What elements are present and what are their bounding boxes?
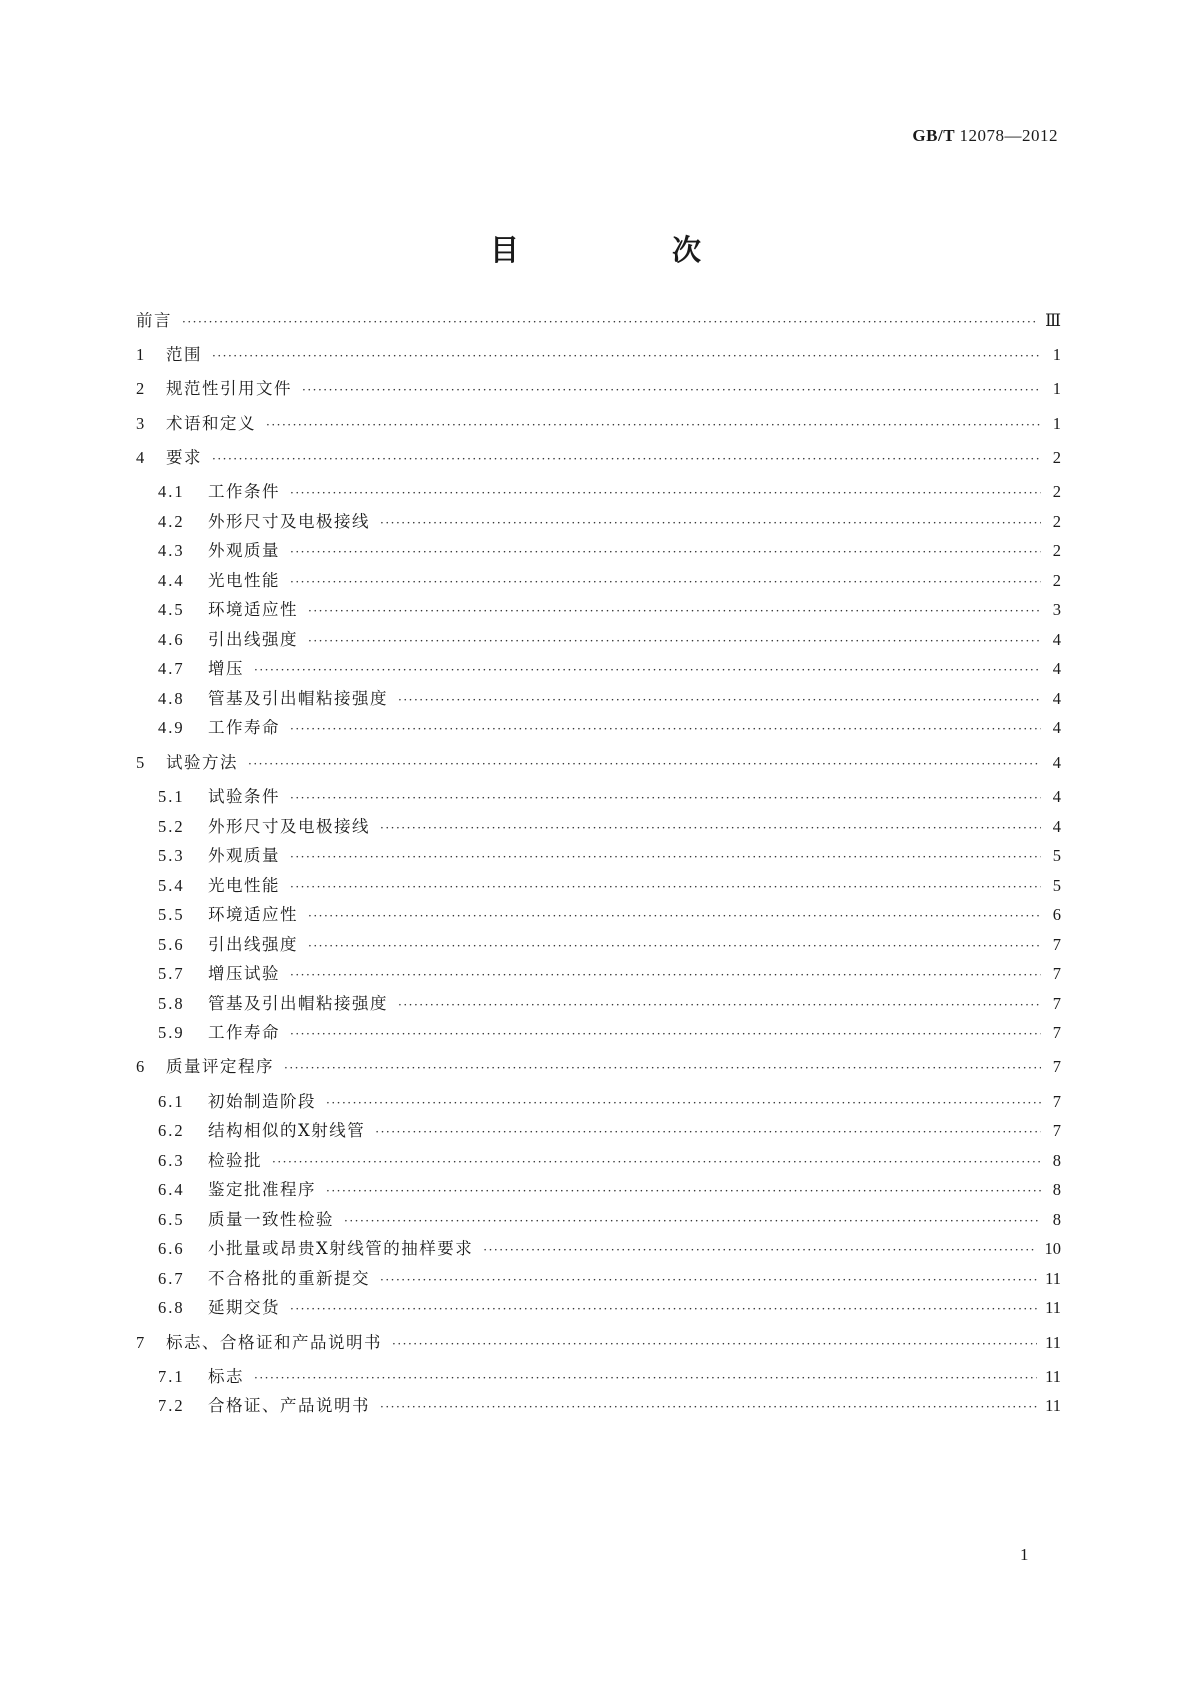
toc-entry-title: 规范性引用文件 <box>166 379 292 398</box>
toc-entry[interactable] <box>158 716 1061 740</box>
toc-entry[interactable] <box>158 903 1061 927</box>
toc-leader-dots <box>290 875 1041 899</box>
toc-leader-dots <box>483 1238 1036 1262</box>
toc-entry-page: 4 <box>1052 689 1061 708</box>
toc-entry-page: 2 <box>1052 448 1061 467</box>
toc-entry[interactable] <box>158 1237 1061 1261</box>
toc-entry-title: 工作条件 <box>208 482 280 501</box>
toc-entry[interactable] <box>136 412 1061 436</box>
toc-entry-title: 外形尺寸及电极接线 <box>208 512 370 531</box>
toc-entry-number: 4.5 <box>158 600 185 619</box>
toc-entry-number: 2 <box>136 379 147 398</box>
toc-leader-dots <box>392 1332 1037 1356</box>
toc-entry-number: 5.6 <box>158 935 185 954</box>
toc-entry-page: 4 <box>1052 787 1061 806</box>
toc-leader-dots <box>284 1056 1041 1080</box>
toc-entry-title: 外观质量 <box>208 541 280 560</box>
standard-prefix: GB/T <box>912 126 955 145</box>
toc-leader-dots <box>398 993 1041 1017</box>
toc-leader-dots <box>380 1268 1037 1292</box>
toc-leader-dots <box>326 1091 1041 1115</box>
toc-leader-dots <box>380 816 1041 840</box>
toc-entry[interactable] <box>158 1178 1061 1202</box>
toc-entry-number: 7.2 <box>158 1396 185 1415</box>
toc-entry-page: 1 <box>1052 379 1061 398</box>
toc-entry-page: Ⅲ <box>1045 311 1061 330</box>
toc-leader-dots <box>272 1150 1041 1174</box>
toc-entry-number: 7 <box>136 1333 147 1352</box>
toc-entry-title: 质量一致性检验 <box>208 1210 334 1229</box>
toc-entry-number: 4.4 <box>158 571 185 590</box>
toc-leader-dots <box>380 1395 1037 1419</box>
page-number: 1 <box>1020 1545 1029 1564</box>
toc-entry-title: 工作寿命 <box>208 1023 280 1042</box>
toc-entry-page: 2 <box>1052 571 1061 590</box>
toc-entry[interactable] <box>158 1394 1061 1418</box>
toc-entry-title: 要求 <box>166 448 202 467</box>
toc-entry-page: 11 <box>1045 1333 1061 1352</box>
toc-entry[interactable] <box>158 1119 1061 1143</box>
toc-leader-dots <box>302 378 1041 402</box>
toc-entry-title: 质量评定程序 <box>166 1057 274 1076</box>
toc-entry[interactable] <box>136 309 1061 333</box>
toc-entry[interactable] <box>158 1267 1061 1291</box>
toc-entry-number: 5.7 <box>158 964 185 983</box>
toc-entry-page: 5 <box>1052 846 1061 865</box>
toc-entry-title: 试验条件 <box>208 787 280 806</box>
toc-entry-title: 合格证、产品说明书 <box>208 1396 370 1415</box>
toc-entry-title: 延期交货 <box>208 1298 280 1317</box>
toc-entry[interactable] <box>158 815 1061 839</box>
toc-entry-number: 4.9 <box>158 718 185 737</box>
toc-entry[interactable] <box>158 874 1061 898</box>
toc-entry-title: 增压试验 <box>208 964 280 983</box>
toc-entry-number: 4 <box>136 448 147 467</box>
toc-leader-dots <box>290 963 1041 987</box>
toc-entry[interactable] <box>136 1331 1061 1355</box>
toc-entry-page: 4 <box>1052 817 1061 836</box>
toc-entry-title: 鉴定批准程序 <box>208 1180 316 1199</box>
toc-leader-dots <box>254 1366 1037 1390</box>
toc-entry-title: 增压 <box>208 659 244 678</box>
toc-entry-page: 6 <box>1052 905 1061 924</box>
toc-entry[interactable] <box>158 962 1061 986</box>
toc-leader-dots <box>290 570 1041 594</box>
toc-entry-title: 光电性能 <box>208 571 280 590</box>
toc-entry-number: 5.1 <box>158 787 185 806</box>
toc-entry-title: 术语和定义 <box>166 414 256 433</box>
toc-entry-number: 5 <box>136 753 147 772</box>
toc-entry-page: 7 <box>1052 935 1061 954</box>
toc-leader-dots <box>308 934 1041 958</box>
toc-leader-dots <box>290 717 1041 741</box>
toc-entry[interactable] <box>158 844 1061 868</box>
standard-number: 12078—2012 <box>959 126 1058 145</box>
toc-entry[interactable] <box>136 1055 1061 1079</box>
toc-leader-dots <box>290 786 1041 810</box>
toc-entry-title: 初始制造阶段 <box>208 1092 316 1111</box>
standard-code <box>912 126 1058 146</box>
toc-entry-number: 4.7 <box>158 659 185 678</box>
toc-entry-title: 不合格批的重新提交 <box>208 1269 370 1288</box>
toc-entry-page: 3 <box>1052 600 1061 619</box>
toc-entry-number: 4.3 <box>158 541 185 560</box>
toc-leader-dots <box>248 752 1041 776</box>
toc-entry-page: 5 <box>1052 876 1061 895</box>
toc-entry-page: 10 <box>1044 1239 1061 1258</box>
toc-entry-title: 试验方法 <box>166 753 238 772</box>
toc-entry[interactable] <box>158 628 1061 652</box>
toc-entry-title: 检验批 <box>208 1151 262 1170</box>
toc-entry-title: 外形尺寸及电极接线 <box>208 817 370 836</box>
toc-entry-title: 结构相似的X射线管 <box>208 1121 366 1140</box>
toc-entry[interactable] <box>136 377 1061 401</box>
toc-leader-dots <box>254 658 1041 682</box>
toc-entry[interactable] <box>158 569 1061 593</box>
toc-entry-page: 11 <box>1045 1367 1061 1386</box>
toc-entry-number: 4.8 <box>158 689 185 708</box>
toc-entry[interactable] <box>158 1021 1061 1045</box>
toc-entry-title: 光电性能 <box>208 876 280 895</box>
toc-entry-page: 4 <box>1052 753 1061 772</box>
toc-entry[interactable] <box>158 539 1061 563</box>
toc-entry-number: 6.5 <box>158 1210 185 1229</box>
toc-entry[interactable] <box>158 1208 1061 1232</box>
toc-entry-page: 11 <box>1045 1396 1061 1415</box>
toc-entry-number: 6.3 <box>158 1151 185 1170</box>
toc-leader-dots <box>290 845 1041 869</box>
toc-entry-page: 8 <box>1052 1210 1061 1229</box>
toc-entry[interactable] <box>158 480 1061 504</box>
toc-leader-dots <box>308 599 1041 623</box>
page-title: 目 次 <box>489 233 763 267</box>
toc-entry-title: 标志 <box>208 1367 244 1386</box>
toc-entry-page: 4 <box>1052 630 1061 649</box>
toc-entry-page: 4 <box>1052 659 1061 678</box>
toc-entry[interactable] <box>158 1296 1061 1320</box>
toc-entry[interactable] <box>158 1365 1061 1389</box>
toc-leader-dots <box>398 688 1041 712</box>
toc-entry-page: 7 <box>1052 1121 1061 1140</box>
toc-entry[interactable] <box>136 751 1061 775</box>
toc-entry-number: 1 <box>136 345 147 364</box>
toc-entry-number: 6.7 <box>158 1269 185 1288</box>
toc-leader-dots <box>266 413 1041 437</box>
toc-entry-number: 7.1 <box>158 1367 185 1386</box>
toc-entry[interactable] <box>158 1090 1061 1114</box>
toc-leader-dots <box>290 1297 1037 1321</box>
toc-entry-page: 8 <box>1052 1151 1061 1170</box>
toc-entry-number: 4.2 <box>158 512 185 531</box>
toc-leader-dots <box>326 1179 1041 1203</box>
toc-leader-dots <box>212 447 1041 471</box>
toc-leader-dots <box>290 540 1041 564</box>
toc-leader-dots <box>212 344 1041 368</box>
toc-entry-title: 工作寿命 <box>208 718 280 737</box>
toc-entry-title: 管基及引出帽粘接强度 <box>208 994 388 1013</box>
toc-leader-dots <box>344 1209 1041 1233</box>
toc-entry[interactable] <box>158 992 1061 1016</box>
toc-entry[interactable] <box>136 343 1061 367</box>
toc-entry-number: 5.8 <box>158 994 185 1013</box>
toc-entry-number: 6.1 <box>158 1092 185 1111</box>
toc-leader-dots <box>380 511 1041 535</box>
toc-entry[interactable] <box>158 598 1061 622</box>
toc-entry-page: 2 <box>1052 482 1061 501</box>
toc-entry-number: 6.4 <box>158 1180 185 1199</box>
toc-entry[interactable] <box>158 687 1061 711</box>
toc-leader-dots <box>290 481 1041 505</box>
toc-entry-page: 8 <box>1052 1180 1061 1199</box>
toc-leader-dots <box>308 629 1041 653</box>
toc-entry[interactable] <box>158 657 1061 681</box>
toc-entry-title: 引出线强度 <box>208 935 298 954</box>
toc-entry-page: 2 <box>1052 541 1061 560</box>
toc-entry-number: 6 <box>136 1057 147 1076</box>
toc-entry[interactable] <box>158 785 1061 809</box>
toc-entry-number: 6.2 <box>158 1121 185 1140</box>
toc-entry-title: 外观质量 <box>208 846 280 865</box>
toc-entry-page: 2 <box>1052 512 1061 531</box>
toc-entry-number: 5.4 <box>158 876 185 895</box>
toc-entry-page: 7 <box>1052 1023 1061 1042</box>
toc-entry-page: 7 <box>1052 1057 1061 1076</box>
toc-entry-title: 小批量或昂贵X射线管的抽样要求 <box>208 1239 474 1258</box>
toc-entry-title: 环境适应性 <box>208 905 298 924</box>
toc-entry-page: 1 <box>1052 414 1061 433</box>
toc-entry-title: 前言 <box>136 311 172 330</box>
toc-entry-number: 4.6 <box>158 630 185 649</box>
toc-entry-page: 11 <box>1045 1269 1061 1288</box>
toc-entry-title: 引出线强度 <box>208 630 298 649</box>
toc-leader-dots <box>308 904 1041 928</box>
toc-entry-title: 管基及引出帽粘接强度 <box>208 689 388 708</box>
toc-entry-number: 5.3 <box>158 846 185 865</box>
toc-entry-title: 标志、合格证和产品说明书 <box>166 1333 382 1352</box>
toc-entry-number: 3 <box>136 414 147 433</box>
toc-entry-number: 6.8 <box>158 1298 185 1317</box>
toc-entry[interactable] <box>136 446 1061 470</box>
toc-entry[interactable] <box>158 510 1061 534</box>
toc-entry-title: 范围 <box>166 345 202 364</box>
toc-entry-page: 7 <box>1052 994 1061 1013</box>
toc-entry-number: 6.6 <box>158 1239 185 1258</box>
toc-entry-page: 1 <box>1052 345 1061 364</box>
toc-entry-number: 5.9 <box>158 1023 185 1042</box>
toc-entry[interactable] <box>158 1149 1061 1173</box>
toc-entry-page: 11 <box>1045 1298 1061 1317</box>
toc-entry-number: 5.2 <box>158 817 185 836</box>
toc-entry-number: 5.5 <box>158 905 185 924</box>
toc-entry-page: 7 <box>1052 964 1061 983</box>
toc-entry-page: 4 <box>1052 718 1061 737</box>
toc-leader-dots <box>182 310 1037 334</box>
toc-leader-dots <box>290 1022 1041 1046</box>
toc-entry-number: 4.1 <box>158 482 185 501</box>
toc-entry-title: 环境适应性 <box>208 600 298 619</box>
toc-leader-dots <box>375 1120 1041 1144</box>
toc-entry-page: 7 <box>1052 1092 1061 1111</box>
toc-entry[interactable] <box>158 933 1061 957</box>
